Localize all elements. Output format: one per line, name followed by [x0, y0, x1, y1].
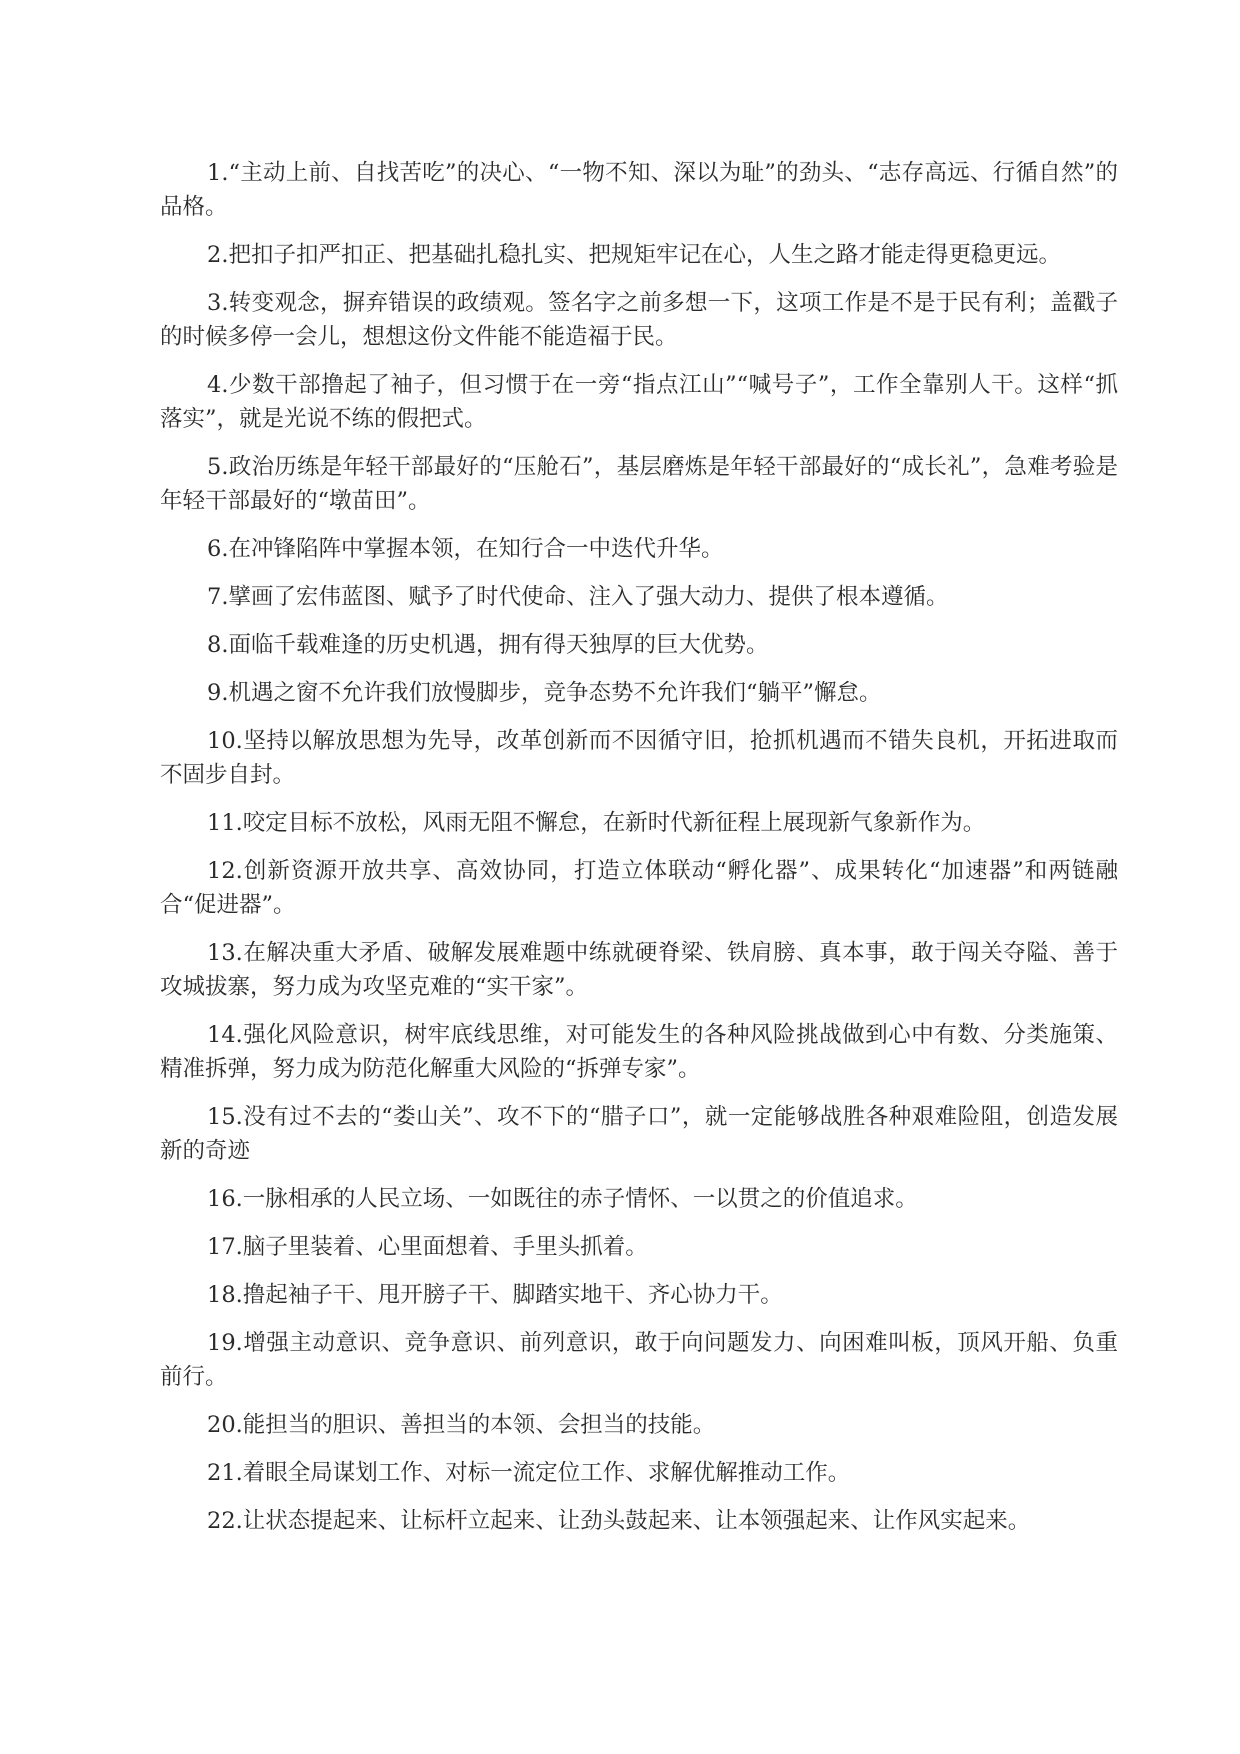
paragraph-20: 20.能担当的胆识、善担当的本领、会担当的技能。 [207, 1412, 716, 1438]
paragraph-18: 18.撸起袖子干、甩开膀子干、脚踏实地干、齐心协力干。 [207, 1282, 783, 1308]
paragraph-6: 6.在冲锋陷阵中掌握本领，在知行合一中迭代升华。 [207, 536, 724, 562]
paragraph-21: 21.着眼全局谋划工作、对标一流定位工作、求解优解推动工作。 [207, 1460, 851, 1486]
paragraph-11: 11.咬定目标不放松，风雨无阻不懈怠，在新时代新征程上展现新气象新作为。 [207, 810, 986, 836]
paragraph-16: 16.一脉相承的人民立场、一如既往的赤子情怀、一以贯之的价值追求。 [207, 1186, 918, 1212]
paragraph-7: 7.擘画了宏伟蓝图、赋予了时代使命、注入了强大动力、提供了根本遵循。 [207, 584, 949, 610]
paragraph-3: 3.转变观念，摒弃错误的政绩观。签名字之前多想一下，这项工作是不是于民有利；盖戳子的时候多停一会儿，想想这份文件能不能造福于民。 [160, 290, 1118, 350]
paragraph-1: 1.“主动上前、自找苦吃”的决心、“一物不知、深以为耻”的劲头、“志存高远、行循自然”的品格。 [160, 160, 1118, 220]
paragraph-4: 4.少数干部撸起了袖子，但习惯于在一旁“指点江山”“喊号子”，工作全靠别人干。这样“抓落实”，就是光说不练的假把式。 [160, 372, 1118, 432]
paragraph-12: 12.创新资源开放共享、高效协同，打造立体联动“孵化器”、成果转化“加速器”和两链融合“促进器”。 [160, 858, 1118, 918]
paragraph-10: 10.坚持以解放思想为先导，改革创新而不因循守旧，抢抓机遇而不错失良机，开拓进取而不固步自封。 [160, 728, 1118, 788]
paragraph-13: 13.在解决重大矛盾、破解发展难题中练就硬脊梁、铁肩膀、真本事，敢于闯关夺隘、善于攻城拔寨，努力成为攻坚克难的“实干家”。 [160, 940, 1118, 1000]
paragraph-19: 19.增强主动意识、竞争意识、前列意识，敢于向问题发力、向困难叫板，顶风开船、负重前行。 [160, 1330, 1118, 1390]
paragraph-22: 22.让状态提起来、让标杆立起来、让劲头鼓起来、让本领强起来、让作风实起来。 [207, 1508, 1031, 1534]
paragraph-9: 9.机遇之窗不允许我们放慢脚步，竞争态势不允许我们“躺平”懈怠。 [207, 680, 882, 706]
paragraph-15: 15.没有过不去的“娄山关”、攻不下的“腊子口”，就一定能够战胜各种艰难险阻，创造发展新的奇迹 [160, 1104, 1118, 1164]
paragraph-8: 8.面临千载难逢的历史机遇，拥有得天独厚的巨大优势。 [207, 632, 769, 658]
document-body [160, 156, 1118, 1552]
paragraph-17: 17.脑子里装着、心里面想着、手里头抓着。 [207, 1234, 648, 1260]
paragraph-5: 5.政治历练是年轻干部最好的“压舱石”，基层磨炼是年轻干部最好的“成长礼”，急难考验是年轻干部最好的“墩苗田”。 [160, 454, 1118, 514]
paragraph-2: 2.把扣子扣严扣正、把基础扎稳扎实、把规矩牢记在心，人生之路才能走得更稳更远。 [207, 242, 1061, 268]
paragraph-14: 14.强化风险意识，树牢底线思维，对可能发生的各种风险挑战做到心中有数、分类施策、精准拆弹，努力成为防范化解重大风险的“拆弹专家”。 [160, 1022, 1118, 1082]
